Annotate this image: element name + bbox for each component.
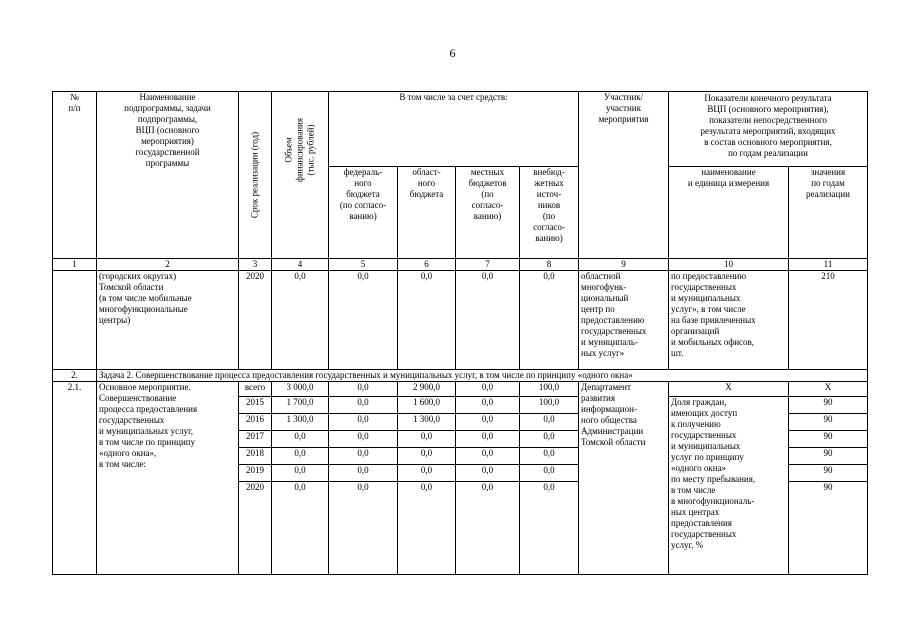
measure-volume: 1 700,0 (272, 397, 329, 414)
measure-offbudget: 0,0 (520, 414, 579, 431)
measure-regional: 0,0 (398, 431, 456, 448)
measure-federal: 0,0 (329, 382, 398, 397)
col-number: 10 (669, 259, 789, 271)
cont-volume: 0,0 (272, 271, 329, 370)
measure-regional: 0,0 (398, 482, 456, 575)
task-text: Задача 2. Совершенствование процесса предоставления государственных и муниципальных услуг, в том числе по принципу «одного окна» (97, 370, 868, 382)
measure-volume: 0,0 (272, 448, 329, 465)
measure-volume: 1 300,0 (272, 414, 329, 431)
cont-name: (городских округах) Томской области (в том числе мобильные многофункциональные центры) (97, 271, 239, 370)
cont-ind-value: 210 (789, 271, 868, 370)
cont-federal: 0,0 (329, 271, 398, 370)
measure-volume: 0,0 (272, 465, 329, 482)
measure-num: 2.1. (53, 382, 97, 575)
cont-local: 0,0 (456, 271, 520, 370)
measure-regional: 0,0 (398, 448, 456, 465)
measure-federal: 0,0 (329, 448, 398, 465)
header-local: местных бюджетов (по согласо- ванию) (456, 167, 520, 259)
measure-local: 0,0 (456, 397, 520, 414)
measure-ind-value: Х (789, 382, 868, 397)
page-number: 6 (449, 46, 456, 60)
measure-regional: 2 900,0 (398, 382, 456, 397)
task-num: 2. (53, 370, 97, 382)
cont-regional: 0,0 (398, 271, 456, 370)
measure-federal: 0,0 (329, 414, 398, 431)
col-number: 6 (398, 259, 456, 271)
header-volume-cell (272, 92, 329, 259)
measure-year: 2016 (239, 414, 272, 431)
col-number: 8 (520, 259, 579, 271)
measure-volume: 3 000,0 (272, 382, 329, 397)
measure-offbudget: 0,0 (520, 482, 579, 575)
measure-participant: Департамент развития информацион- ного общества Администрации Томской области (579, 382, 669, 575)
measure-federal: 0,0 (329, 431, 398, 448)
header-regional: област- ного бюджета (398, 167, 456, 259)
column-numbers-row (53, 259, 868, 271)
measure-local: 0,0 (456, 431, 520, 448)
col-number: 9 (579, 259, 669, 271)
col-number: 4 (272, 259, 329, 271)
header-row-1 (53, 92, 868, 167)
header-participant: Участник/ участник мероприятия (579, 92, 669, 259)
measure-local: 0,0 (456, 414, 520, 431)
measure-local: 0,0 (456, 382, 520, 397)
measure-regional: 1 600,0 (398, 397, 456, 414)
cont-num (53, 271, 97, 370)
measure-ind-name: Доля граждан, имеющих доступ к получению государственных и муниципальных услуг по принципу «одного окна» по месту пребывания, в том числе в многофункциональ- ных центрах предоставления государственных услуг, % (669, 397, 789, 575)
measure-year: 2019 (239, 465, 272, 482)
cont-ind-name: по предоставлению государственных и муниципальных услуг», в том числе на базе привлеченных организаций и мобильных офисов, шт. (669, 271, 789, 370)
measure-offbudget: 0,0 (520, 465, 579, 482)
measure-local: 0,0 (456, 482, 520, 575)
measure-offbudget: 100,0 (520, 382, 579, 397)
header-name: Наименование подпрограммы, задачи подпрограммы, ВЦП (основного мероприятия) государственной программы (97, 92, 239, 259)
measure-ind-value: 90 (789, 465, 868, 482)
measure-offbudget: 0,0 (520, 431, 579, 448)
program-table (52, 91, 868, 575)
header-ind-values: значения по годам реализации (789, 167, 868, 259)
measure-ind-value: 90 (789, 414, 868, 431)
measure-local: 0,0 (456, 465, 520, 482)
measure-ind-value: 90 (789, 397, 868, 414)
header-term-cell (239, 92, 272, 259)
measure-year: всего (239, 382, 272, 397)
measure-federal: 0,0 (329, 397, 398, 414)
col-number: 3 (239, 259, 272, 271)
header-offbudget: внебюд- жетных источ- ников (по согласо- ванию) (520, 167, 579, 259)
measure-volume: 0,0 (272, 482, 329, 575)
col-number: 1 (53, 259, 97, 271)
cont-year: 2020 (239, 271, 272, 370)
header-volume: Объем финансирования (тыс. рублей) (283, 118, 316, 183)
measure-offbudget: 100,0 (520, 397, 579, 414)
header-ind-name: наименование и единица измерения (669, 167, 789, 259)
header-indicators: Показатели конечного результата ВЦП (основного мероприятия), показатели непосредственного результата мероприятий, входящих в состав основного мероприятия, по годам реализации (669, 92, 868, 167)
col-number: 2 (97, 259, 239, 271)
header-including: В том числе за счет средств: (329, 92, 579, 167)
task-row (53, 370, 868, 382)
measure-year: 2018 (239, 448, 272, 465)
cont-participant: областной многофунк- циональный центр по предоставлению государственных и муниципаль- ных услуг» (579, 271, 669, 370)
cont-offbudget: 0,0 (520, 271, 579, 370)
measure-volume: 0,0 (272, 431, 329, 448)
measure-offbudget: 0,0 (520, 448, 579, 465)
header-num: № п/п (53, 92, 97, 259)
measure-local: 0,0 (456, 448, 520, 465)
continuation-row (53, 271, 868, 370)
measure-year: 2015 (239, 397, 272, 414)
measure-federal: 0,0 (329, 465, 398, 482)
measure-year: 2020 (239, 482, 272, 575)
col-number: 7 (456, 259, 520, 271)
measure-ind-name-first: Х (669, 382, 789, 397)
measure-ind-value: 90 (789, 448, 868, 465)
measure-federal: 0,0 (329, 482, 398, 575)
header-federal: федераль- ного бюджета (по согласо- ванию) (329, 167, 398, 259)
measure-regional: 1 300,0 (398, 414, 456, 431)
measure-year: 2017 (239, 431, 272, 448)
measure-name: Основное мероприятие. Совершенствование процесса предоставления государственных и муниципальных услуг, в том числе по принципу «одного окна», в том числе: (97, 382, 239, 575)
measure-regional: 0,0 (398, 465, 456, 482)
measure-row-total (53, 382, 868, 397)
header-term: Срок реализации (год) (249, 131, 260, 219)
measure-ind-value: 90 (789, 431, 868, 448)
col-number: 11 (789, 259, 868, 271)
measure-ind-value: 90 (789, 482, 868, 575)
col-number: 5 (329, 259, 398, 271)
